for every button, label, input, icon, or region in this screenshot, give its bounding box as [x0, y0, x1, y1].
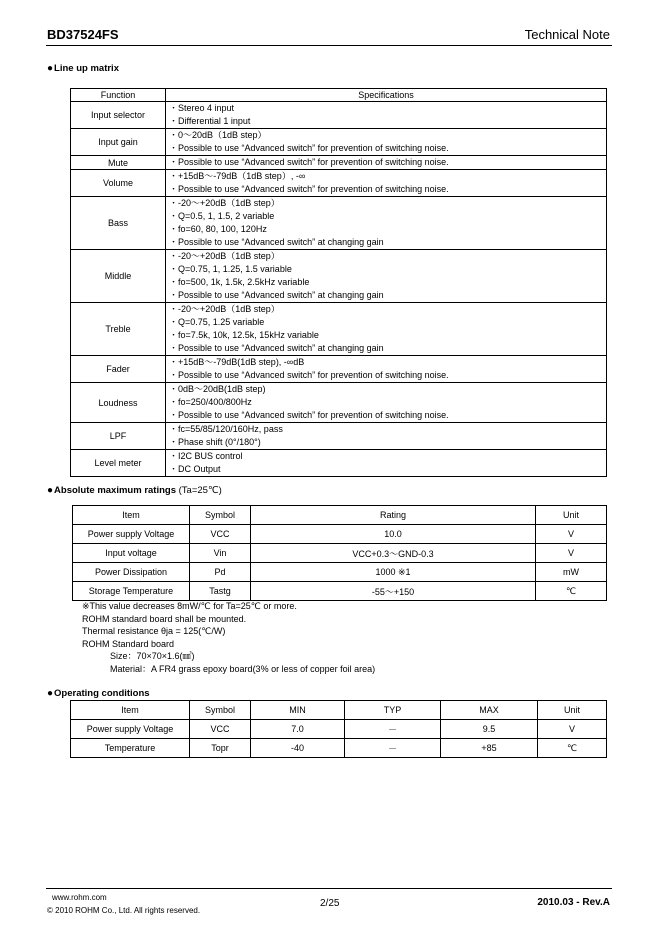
table-cell: Tastg [190, 582, 251, 601]
part-number: BD37524FS [47, 27, 119, 42]
spec-line: ・I2C BUS control [169, 451, 243, 461]
page-number: 2/25 [320, 898, 340, 909]
spec-cell [166, 356, 607, 383]
table-cell: VCC+0.3～GND-0.3 [251, 544, 536, 563]
spec-line: ・Q=0.75, 1, 1.25, 1.5 variable [169, 264, 292, 274]
function-cell: Loudness [71, 383, 166, 423]
column-header: Unit [536, 506, 607, 525]
spec-line: ・-20～+20dB（1dB step） [169, 198, 280, 208]
spec-line: ・-20～+20dB（1dB step） [169, 304, 280, 314]
column-header: Rating [251, 506, 536, 525]
table-row [73, 525, 607, 544]
table-cell: Power supply Voltage [71, 720, 190, 739]
table-cell: V [538, 720, 607, 739]
spec-cell [166, 156, 607, 170]
spec-cell [166, 450, 607, 477]
bullet-icon: ● [47, 485, 54, 496]
table-cell: － [345, 739, 441, 758]
table-cell: Temperature [71, 739, 190, 758]
table-row [71, 383, 607, 423]
note-line: Thermal resistance θja = 125(℃/W) [82, 626, 226, 636]
table-cell: V [536, 544, 607, 563]
table-row [73, 563, 607, 582]
table-cell: -55～+150 [251, 582, 536, 601]
table-row [71, 129, 607, 156]
bullet-icon: ● [47, 63, 54, 74]
column-header: Unit [538, 701, 607, 720]
table-cell: Input voltage [73, 544, 190, 563]
table-cell: Storage Temperature [73, 582, 190, 601]
table-row [71, 303, 607, 356]
lineup-table [70, 88, 607, 477]
spec-cell [166, 303, 607, 356]
function-cell: Input selector [71, 102, 166, 129]
column-header: TYP [345, 701, 441, 720]
table-row [71, 720, 607, 739]
spec-line: ・0～20dB（1dB step） [169, 130, 267, 140]
table-row [73, 544, 607, 563]
column-header: Item [73, 506, 190, 525]
note-line: Material：A FR4 grass epoxy board(3% or less of copper foil area) [110, 663, 376, 674]
table-cell: Vin [190, 544, 251, 563]
column-header: MIN [251, 701, 345, 720]
abs-max-section-title: ●Absolute maximum ratings (Ta=25℃) [47, 485, 222, 496]
operating-section-title: ●Operating conditions [47, 688, 150, 699]
spec-line: ・Possible to use “Advanced switch” at changing gain [169, 343, 384, 353]
table-row [71, 250, 607, 303]
spec-cell [166, 197, 607, 250]
spec-line: ・Q=0.75, 1.25 variable [169, 317, 265, 327]
column-header: MAX [441, 701, 538, 720]
abs-max-table [72, 505, 607, 601]
function-cell: LPF [71, 423, 166, 450]
table-cell: ℃ [536, 582, 607, 601]
table-row [73, 582, 607, 601]
column-header: Symbol [190, 506, 251, 525]
spec-line: ・+15dB～-79dB(1dB step), -∞dB [169, 357, 305, 367]
abs-max-notes [82, 600, 375, 675]
note-line: ROHM standard board shall be mounted. [82, 613, 247, 624]
function-cell: Mute [71, 156, 166, 170]
function-cell: Level meter [71, 450, 166, 477]
spec-line: ・Phase shift (0°/180°) [169, 437, 261, 447]
table-cell: 10.0 [251, 525, 536, 544]
column-header: Function [71, 89, 166, 102]
copyright: © 2010 ROHM Co., Ltd. All rights reserved. [47, 906, 201, 915]
spec-cell [166, 170, 607, 197]
spec-line: ・fo=7.5k, 10k, 12.5k, 15kHz variable [169, 330, 319, 340]
spec-line: ・+15dB～-79dB（1dB step）, -∞ [169, 171, 306, 181]
spec-line: ・Q=0.5, 1, 1.5, 2 variable [169, 211, 275, 221]
spec-line: ・DC Output [169, 464, 221, 474]
spec-line: ・fo=500, 1k, 1.5k, 2.5kHz variable [169, 277, 310, 287]
table-cell: Power supply Voltage [73, 525, 190, 544]
table-row [71, 450, 607, 477]
note-line: ※This value decreases 8mW/℃ for Ta=25℃ or more. [82, 601, 297, 611]
table-cell: VCC [190, 720, 251, 739]
table-row [71, 170, 607, 197]
spec-line: ・Stereo 4 input [169, 103, 235, 113]
table-cell: 7.0 [251, 720, 345, 739]
note-line: ROHM Standard board [82, 638, 175, 649]
function-cell: Input gain [71, 129, 166, 156]
spec-line: ・Possible to use “Advanced switch” for prevention of switching noise. [169, 157, 449, 167]
spec-line: ・Possible to use “Advanced switch” for prevention of switching noise. [169, 370, 449, 380]
header-divider [46, 45, 612, 46]
table-row [71, 739, 607, 758]
abs-max-condition: (Ta=25℃) [178, 485, 222, 496]
footer-divider [46, 888, 612, 889]
spec-cell [166, 129, 607, 156]
spec-line: ・Possible to use “Advanced switch” at changing gain [169, 290, 384, 300]
spec-line: ・Possible to use “Advanced switch” for prevention of switching noise. [169, 184, 449, 194]
function-cell: Fader [71, 356, 166, 383]
table-row [71, 197, 607, 250]
spec-line: ・Possible to use “Advanced switch” for prevention of switching noise. [169, 410, 449, 420]
bullet-icon: ● [47, 688, 54, 699]
column-header: Specifications [166, 89, 607, 102]
website-link[interactable]: www.rohm.com [52, 893, 107, 902]
table-cell: VCC [190, 525, 251, 544]
table-cell: 1000 ※1 [251, 563, 536, 582]
table-cell: 9.5 [441, 720, 538, 739]
table-row [71, 423, 607, 450]
spec-cell [166, 383, 607, 423]
document-type: Technical Note [524, 27, 610, 42]
spec-line: ・Possible to use “Advanced switch” at changing gain [169, 237, 384, 247]
note-line: Size：70×70×1.6(㎣) [110, 651, 195, 661]
function-cell: Bass [71, 197, 166, 250]
function-cell: Treble [71, 303, 166, 356]
table-cell: Pd [190, 563, 251, 582]
table-row [71, 102, 607, 129]
table-cell: Power Dissipation [73, 563, 190, 582]
spec-line: ・fc=55/85/120/160Hz, pass [169, 424, 283, 434]
table-cell: +85 [441, 739, 538, 758]
spec-cell [166, 250, 607, 303]
table-cell: ℃ [538, 739, 607, 758]
operating-table [70, 700, 607, 758]
spec-line: ・0dB～20dB(1dB step) [169, 384, 266, 394]
revision: 2010.03 - Rev.A [537, 897, 610, 908]
column-header: Item [71, 701, 190, 720]
spec-line: ・-20～+20dB（1dB step） [169, 251, 280, 261]
table-cell: mW [536, 563, 607, 582]
spec-line: ・Possible to use “Advanced switch” for prevention of switching noise. [169, 143, 449, 153]
table-cell: -40 [251, 739, 345, 758]
spec-cell [166, 102, 607, 129]
spec-line: ・fo=60, 80, 100, 120Hz [169, 224, 267, 234]
table-row [71, 356, 607, 383]
table-row [71, 156, 607, 170]
column-header: Symbol [190, 701, 251, 720]
table-cell: － [345, 720, 441, 739]
spec-cell [166, 423, 607, 450]
table-cell: Topr [190, 739, 251, 758]
function-cell: Volume [71, 170, 166, 197]
lineup-section-title: ●Line up matrix [47, 63, 119, 74]
spec-line: ・Differential 1 input [169, 116, 251, 126]
spec-line: ・fo=250/400/800Hz [169, 397, 252, 407]
table-cell: V [536, 525, 607, 544]
function-cell: Middle [71, 250, 166, 303]
